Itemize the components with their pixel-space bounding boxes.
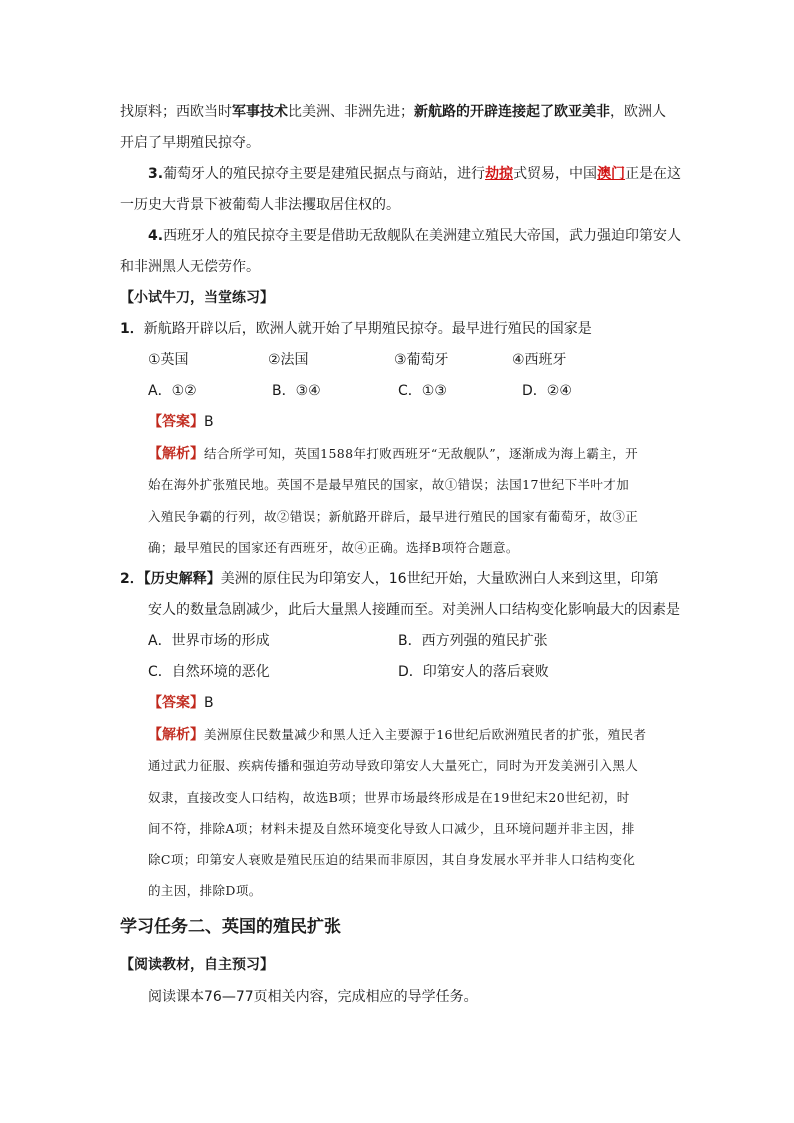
q1-option: C．①③ [398, 383, 447, 399]
question-text: 新航路开辟以后，欧洲人就开始了早期殖民掠夺。最早进行殖民的国家是 [143, 321, 592, 337]
bold-text: 军事技术 [232, 104, 288, 120]
paragraph-line [148, 165, 708, 183]
text: 找原料；西欧当时 [120, 104, 232, 120]
paragraph-line [120, 103, 680, 121]
q2-option: B．西方列强的殖民扩张 [398, 633, 548, 649]
question-text: 美洲的原住民为印第安人，16世纪开始，大量欧洲白人来到这里，印第 [220, 571, 659, 587]
q2-option: C．自然环境的恶化 [148, 664, 270, 680]
text: 式贸易，中国 [513, 166, 598, 182]
question-2-stem [120, 570, 680, 588]
paragraph-line: 开启了早期殖民掠夺。 [120, 135, 260, 151]
task-2-heading: 学习任务二、英国的殖民扩张 [120, 917, 341, 937]
paragraph-line [148, 227, 708, 245]
analysis-tag: 【解析】 [148, 727, 204, 743]
q2-analysis-line [148, 726, 708, 744]
point-number: 3. [148, 166, 164, 182]
text: ，欧洲人 [610, 104, 666, 120]
q2-analysis-line: 间不符，排除A项；材料未提及自然环境变化导致人口减少，且环境问题并非主因，排 [148, 821, 635, 836]
q2-option: A．世界市场的形成 [148, 633, 270, 649]
text: 西班牙人的殖民掠夺主要是借助无敌舰队在美洲建立殖民大帝国，武力强迫印第安人 [163, 228, 682, 244]
q1-option: B．③④ [272, 383, 321, 399]
q1-option: D．②④ [522, 383, 572, 399]
highlight-keyword: 劫掠 [485, 166, 514, 182]
q1-option: A．①② [148, 383, 197, 399]
bold-text: 新航路的开辟连接起了欧亚美非 [414, 104, 610, 120]
q1-analysis-line: 确；最早殖民的国家还有西班牙，故④正确。选择B项符合题意。 [148, 540, 519, 555]
question-number: 1． [120, 321, 144, 337]
q2-answer [148, 694, 708, 712]
question-tag: 【历史解释】 [143, 571, 221, 587]
answer-value: B [204, 695, 214, 711]
read-instruction: 阅读课本76—77页相关内容，完成相应的导学任务。 [148, 989, 478, 1005]
q2-analysis-line: 奴隶，直接改变人口结构，故选B项；世界市场最终形成是在19世纪末20世纪初，时 [148, 790, 630, 805]
q1-analysis-line: 入殖民争霸的行列，故②错误；新航路开辟后，最早进行殖民的国家有葡萄牙，故③正 [148, 509, 639, 524]
question-number: 2． [120, 571, 144, 587]
text: 葡萄牙人的殖民掠夺主要是建殖民据点与商站，进行 [163, 166, 486, 182]
q2-analysis-line: 的主因，排除D项。 [148, 883, 262, 898]
question-1-stem [120, 320, 680, 338]
paragraph-line: 一历史大背景下被葡萄人非法攫取居住权的。 [120, 197, 400, 213]
section-heading-practice: 【小试牛刀，当堂练习】 [120, 290, 274, 306]
q1-item: ②法国 [268, 352, 309, 368]
section-heading-read: 【阅读教材，自主预习】 [120, 957, 274, 973]
answer-tag: 【答案】 [148, 414, 204, 430]
answer-tag: 【答案】 [148, 695, 204, 711]
q2-analysis-line: 除C项；印第安人衰败是殖民压迫的结果而非原因，其自身发展水平并非人口结构变化 [148, 852, 636, 867]
paragraph-line: 和非洲黑人无偿劳作。 [120, 259, 260, 275]
point-number: 4. [148, 228, 164, 244]
q1-item: ③葡萄牙 [394, 352, 449, 368]
text: 正是在这 [625, 166, 682, 182]
q2-analysis-line: 通过武力征服、疾病传播和强迫劳动导致印第安人大量死亡，同时为开发美洲引入黑人 [148, 758, 639, 773]
q1-item: ①英国 [148, 352, 189, 368]
analysis-tag: 【解析】 [148, 446, 204, 462]
q1-analysis-line [148, 445, 708, 463]
q1-item: ④西班牙 [512, 352, 567, 368]
analysis-text: 结合所学可知，英国1588年打败西班牙“无敌舰队”，逐渐成为海上霸主，开 [204, 446, 638, 461]
q1-answer [148, 413, 708, 431]
q1-analysis-line: 始在海外扩张殖民地。英国不是最早殖民的国家，故①错误；法国17世纪下半叶才加 [148, 477, 630, 492]
analysis-text: 美洲原住民数量减少和黑人迁入主要源于16世纪后欧洲殖民者的扩张，殖民者 [204, 727, 647, 742]
answer-value: B [204, 414, 214, 430]
text: 比美洲、非洲先进； [288, 104, 414, 120]
question-2-stem: 安人的数量急剧减少，此后大量黑人接踵而至。对美洲人口结构变化影响最大的因素是 [148, 602, 680, 618]
highlight-keyword: 澳门 [597, 166, 626, 182]
q2-option: D．印第安人的落后衰败 [398, 664, 549, 680]
